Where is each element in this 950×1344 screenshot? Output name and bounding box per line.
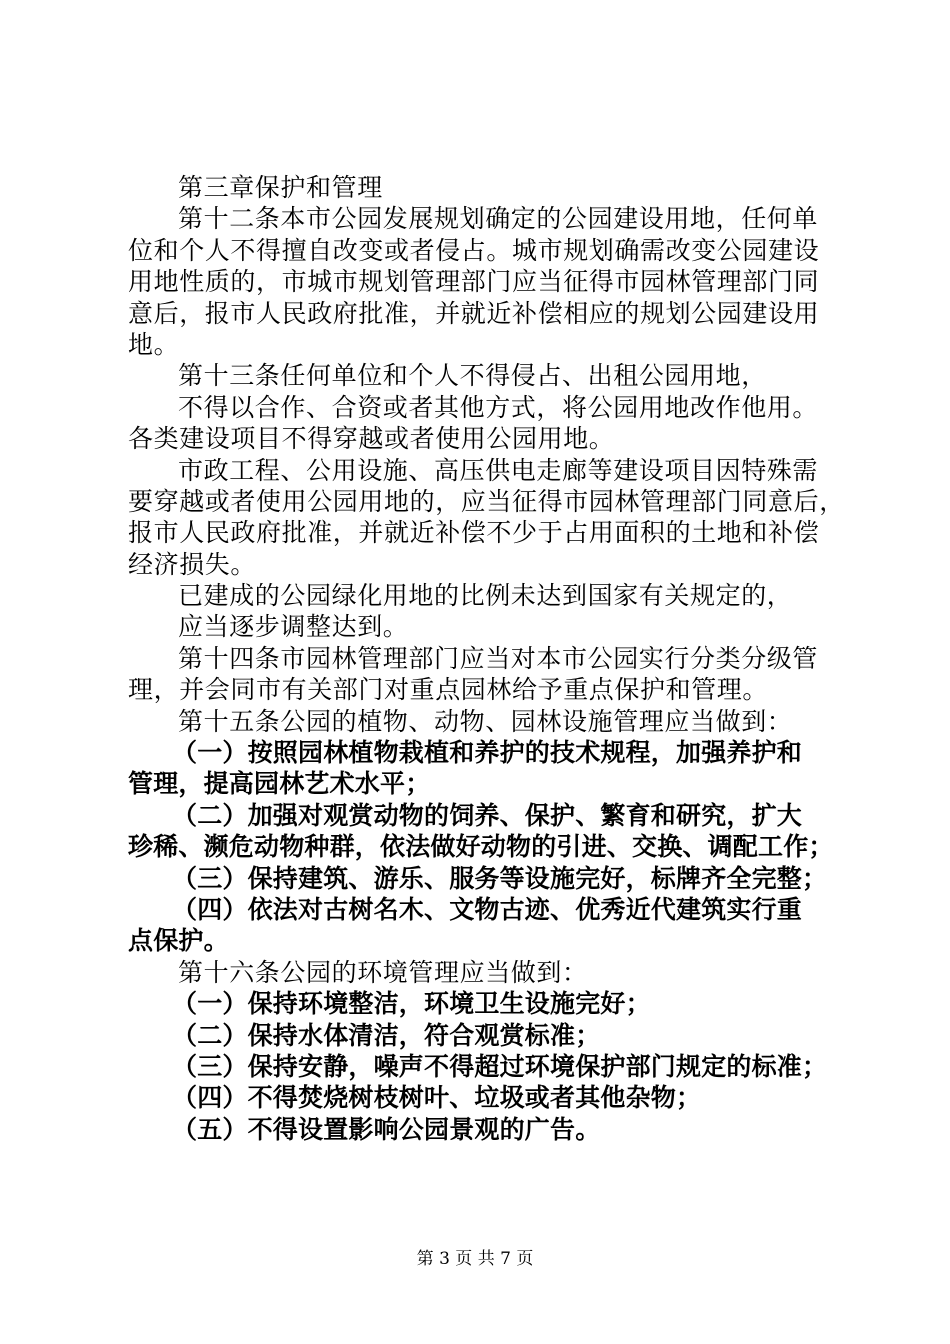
document-body (128, 172, 845, 1145)
article-13-para3-line-1: 已建成的公园绿化用地的比例未达到国家有关规定的， (178, 581, 793, 611)
article-15-heading: 第十五条公园的植物、动物、园林设施管理应当做到： (178, 706, 793, 736)
article-16-heading: 第十六条公园的环境管理应当做到： (178, 957, 588, 987)
article-15-item-2-line-2: 珍稀、濒危动物种群，依法做好动物的引进、交换、调配工作； (128, 832, 834, 862)
article-13-para3-line-2: 应当逐步调整达到。 (178, 612, 409, 642)
article-16-item-4: （四）不得焚烧树枝树叶、垃圾或者其他杂物； (172, 1083, 702, 1113)
article-16-item-2: （二）保持水体清洁，符合观赏标准； (172, 1020, 601, 1050)
article-13-line-3: 各类建设项目不得穿越或者使用公园用地。 (128, 424, 615, 454)
article-12-line-4: 意后，报市人民政府批准，并就近补偿相应的规划公园建设用 (128, 298, 820, 328)
article-15-item-4-line-1: （四）依法对古树名木、文物古迹、优秀近代建筑实行重 (172, 894, 803, 924)
article-15-item-4-line-2: 点保护。 (128, 926, 229, 956)
article-13-line-2: 不得以合作、合资或者其他方式，将公园用地改作他用。 (178, 392, 819, 422)
article-12-line-1: 第十二条本市公园发展规划确定的公园建设用地，任何单 (178, 204, 819, 234)
article-13-line-1: 第十三条任何单位和个人不得侵占、出租公园用地， (178, 361, 767, 391)
article-12-line-2: 位和个人不得擅自改变或者侵占。城市规划确需改变公园建设 (128, 235, 820, 265)
article-15-item-2-line-1: （二）加强对观赏动物的饲养、保护、繁育和研究，扩大 (172, 800, 803, 830)
article-16-item-3: （三）保持安静，噪声不得超过环境保护部门规定的标准； (172, 1051, 828, 1081)
article-14-line-2: 理，并会同市有关部门对重点园林给予重点保护和管理。 (128, 675, 769, 705)
article-14-line-1: 第十四条市园林管理部门应当对本市公园实行分类分级管 (178, 643, 819, 673)
article-13-para2-line-1: 市政工程、公用设施、高压供电走廊等建设项目因特殊需 (178, 455, 819, 485)
article-16-item-1: （一）保持环境整洁，环境卫生设施完好； (172, 989, 651, 1019)
article-13-para2-line-2: 要穿越或者使用公园用地的，应当征得市园林管理部门同意后， (128, 486, 845, 516)
article-12-line-3: 用地性质的，市城市规划管理部门应当征得市园林管理部门同 (128, 267, 820, 297)
article-16-item-5: （五）不得设置影响公园景观的广告。 (172, 1114, 601, 1144)
article-15-item-1-line-2: 管理，提高园林艺术水平； (128, 769, 431, 799)
article-13-para2-line-4: 经济损失。 (128, 549, 257, 579)
page-number-footer: 第 3 页 共 7 页 (416, 1249, 534, 1269)
article-13-para2-line-3: 报市人民政府批准，并就近补偿不少于占用面积的土地和补偿 (128, 518, 820, 548)
article-12-line-5: 地。 (128, 329, 180, 359)
article-15-item-1-line-1: （一）按照园林植物栽植和养护的技术规程，加强养护和 (172, 738, 803, 768)
article-15-item-3: （三）保持建筑、游乐、服务等设施完好，标牌齐全完整； (172, 863, 828, 893)
chapter-heading: 第三章保护和管理 (178, 173, 383, 202)
